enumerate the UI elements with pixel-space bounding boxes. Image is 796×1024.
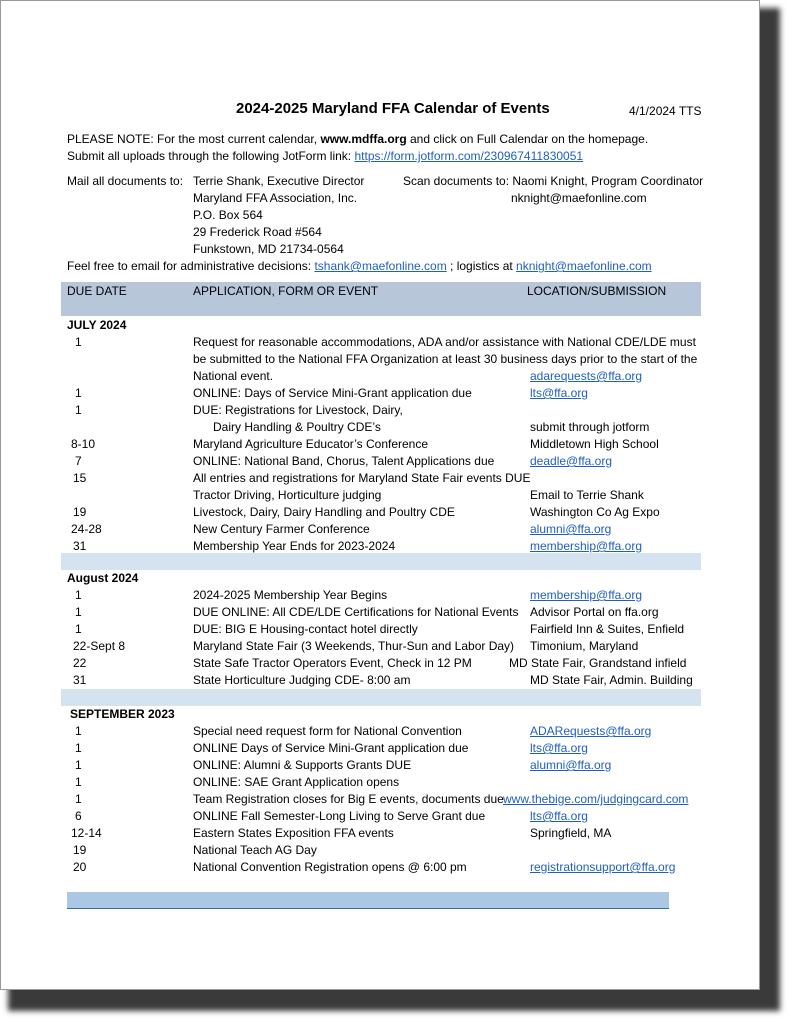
row-event: be submitted to the National FFA Organization at least 30 business days prior to the start of the: [193, 352, 698, 366]
row-event: National Teach AG Day: [193, 843, 317, 857]
mail-address-line: 29 Frederick Road #564: [193, 225, 322, 239]
note-prefix: PLEASE NOTE: For the most current calendar,: [67, 132, 321, 146]
section-heading: SEPTEMBER 2023: [70, 707, 175, 721]
row-event: National event.: [193, 369, 274, 383]
row-event: Eastern States Exposition FFA events: [193, 826, 394, 840]
row-event: New Century Farmer Conference: [193, 522, 370, 536]
row-event: DUE ONLINE: All CDE/LDE Certifications for National Events: [193, 605, 519, 619]
row-location: submit through jotform: [530, 420, 650, 434]
row-location-link[interactable]: lts@ffa.org: [530, 386, 588, 400]
row-due-date: 31: [73, 673, 87, 687]
row-due-date: 1: [75, 588, 82, 602]
row-due-date: 1: [75, 403, 82, 417]
row-location: MD State Fair, Admin. Building: [530, 673, 693, 687]
website-link[interactable]: www.mdffa.org: [320, 132, 407, 146]
row-event: 2024-2025 Membership Year Begins: [193, 588, 388, 602]
logistics-email-link[interactable]: nknight@maefonline.com: [516, 259, 652, 273]
email-middle: ; logistics at: [446, 259, 517, 273]
row-location-link[interactable]: lts@ffa.org: [530, 809, 588, 823]
row-due-date: 12-14: [71, 826, 102, 840]
row-location-link[interactable]: www.thebige.com/judgingcard.com: [503, 792, 689, 806]
row-due-date: 15: [73, 471, 87, 485]
row-location: Springfield, MA: [530, 826, 612, 840]
row-event: State Horticulture Judging CDE- 8:00 am: [193, 673, 411, 687]
mail-address-line: Terrie Shank, Executive Director: [193, 174, 365, 188]
table-bottom-band: [67, 892, 669, 909]
scan-label: Scan documents to: Naomi Knight, Program Coordinator: [403, 174, 704, 188]
row-event: ONLINE: Alumni & Supports Grants DUE: [193, 758, 412, 772]
section-heading: August 2024: [67, 571, 139, 585]
row-event: ONLINE: Days of Service Mini-Grant application due: [193, 386, 472, 400]
row-due-date: 22: [73, 656, 87, 670]
row-location-link[interactable]: membership@ffa.org: [530, 588, 643, 602]
row-event: Maryland State Fair (3 Weekends, Thur-Sun and Labor Day): [193, 639, 515, 653]
row-due-date: 1: [75, 335, 82, 349]
row-event: Special need request form for National Convention: [193, 724, 462, 738]
row-event: Dairy Handling & Poultry CDE’s: [193, 420, 381, 434]
row-location-link[interactable]: deadle@ffa.org: [530, 454, 613, 468]
row-due-date: 1: [75, 724, 82, 738]
mail-address-line: Funkstown, MD 21734-0564: [193, 242, 344, 256]
mail-address-line: P.O. Box 564: [193, 208, 263, 222]
row-due-date: 6: [75, 809, 82, 823]
row-location-link[interactable]: alumni@ffa.org: [530, 522, 612, 536]
row-event: ONLINE Fall Semester-Long Living to Serve Grant due: [193, 809, 486, 823]
row-event: DUE: Registrations for Livestock, Dairy,: [193, 403, 403, 417]
section-divider-band: [61, 689, 701, 706]
row-event: National Convention Registration opens @ 6:00 pm: [193, 860, 467, 874]
row-location: Washington Co Ag Expo: [530, 505, 660, 519]
row-due-date: 8-10: [71, 437, 96, 451]
row-event: Tractor Driving, Horticulture judging: [193, 488, 382, 502]
calendar-table: [1, 1, 759, 989]
col-header-due-date: DUE DATE: [67, 284, 127, 298]
row-location: Timonium, Maryland: [530, 639, 639, 653]
row-event: All entries and registrations for Maryland State Fair events DUE: [193, 471, 531, 485]
mail-label: Mail all documents to:: [67, 174, 184, 188]
row-due-date: 1: [75, 775, 82, 789]
row-due-date: 1: [75, 758, 82, 772]
jotform-prefix: Submit all uploads through the following JotForm link:: [67, 149, 355, 163]
scan-email: nknight@maefonline.com: [511, 191, 647, 205]
row-event: Team Registration closes for Big E events, documents due: [193, 792, 504, 806]
row-event: ONLINE Days of Service Mini-Grant application due: [193, 741, 469, 755]
row-location-link[interactable]: alumni@ffa.org: [530, 758, 612, 772]
row-event: Membership Year Ends for 2023-2024: [193, 539, 396, 553]
note-suffix: and click on Full Calendar on the homepage.: [406, 132, 649, 146]
row-due-date: 1: [75, 741, 82, 755]
row-location: MD State Fair, Grandstand infield: [509, 656, 687, 670]
row-due-date: 19: [73, 505, 87, 519]
row-due-date: 1: [75, 386, 82, 400]
row-due-date: 1: [75, 622, 82, 636]
row-due-date: 1: [75, 605, 82, 619]
row-location: Fairfield Inn & Suites, Enfield: [530, 622, 685, 636]
jotform-link[interactable]: https://form.jotform.com/230967411830051: [354, 149, 584, 163]
row-event: ONLINE: SAE Grant Application opens: [193, 775, 400, 789]
col-header-event: APPLICATION, FORM OR EVENT: [193, 284, 379, 298]
row-due-date: 1: [75, 792, 82, 806]
col-header-location: LOCATION/SUBMISSION: [527, 284, 667, 298]
row-location-link[interactable]: membership@ffa.org: [530, 539, 643, 553]
mail-address-line: Maryland FFA Association, Inc.: [193, 191, 358, 205]
row-event: State Safe Tractor Operators Event, Check in 12 PM: [193, 656, 472, 670]
row-location: Advisor Portal on ffa.org: [530, 605, 659, 619]
section-heading: JULY 2024: [67, 318, 127, 332]
row-event: ONLINE: National Band, Chorus, Talent Applications due: [193, 454, 495, 468]
row-event: Livestock, Dairy, Dairy Handling and Poultry CDE: [193, 505, 455, 519]
revision-stamp: 4/1/2024 TTS: [629, 104, 702, 118]
admin-email-link[interactable]: tshank@maefonline.com: [314, 259, 447, 273]
row-due-date: 19: [73, 843, 87, 857]
row-location: Middletown High School: [530, 437, 659, 451]
row-location-link[interactable]: ADARequests@ffa.org: [530, 724, 652, 738]
row-event: DUE: BIG E Housing-contact hotel directly: [193, 622, 418, 636]
row-location-link[interactable]: registrationsupport@ffa.org: [530, 860, 676, 874]
row-due-date: 24-28: [71, 522, 102, 536]
email-prefix: Feel free to email for administrative decisions:: [67, 259, 315, 273]
row-due-date: 22-Sept 8: [73, 639, 126, 653]
row-event: Request for reasonable accommodations, ADA and/or assistance with National CDE/LDE must: [193, 335, 696, 349]
row-location-link[interactable]: adarequests@ffa.org: [530, 369, 643, 383]
row-location-link[interactable]: lts@ffa.org: [530, 741, 588, 755]
row-due-date: 7: [75, 454, 82, 468]
page-title: 2024-2025 Maryland FFA Calendar of Events: [236, 100, 550, 117]
row-location: Email to Terrie Shank: [530, 488, 644, 502]
row-due-date: 31: [73, 539, 87, 553]
section-divider-band: [61, 553, 701, 570]
row-event: Maryland Agriculture Educator’s Conference: [193, 437, 429, 451]
row-due-date: 20: [73, 860, 87, 874]
